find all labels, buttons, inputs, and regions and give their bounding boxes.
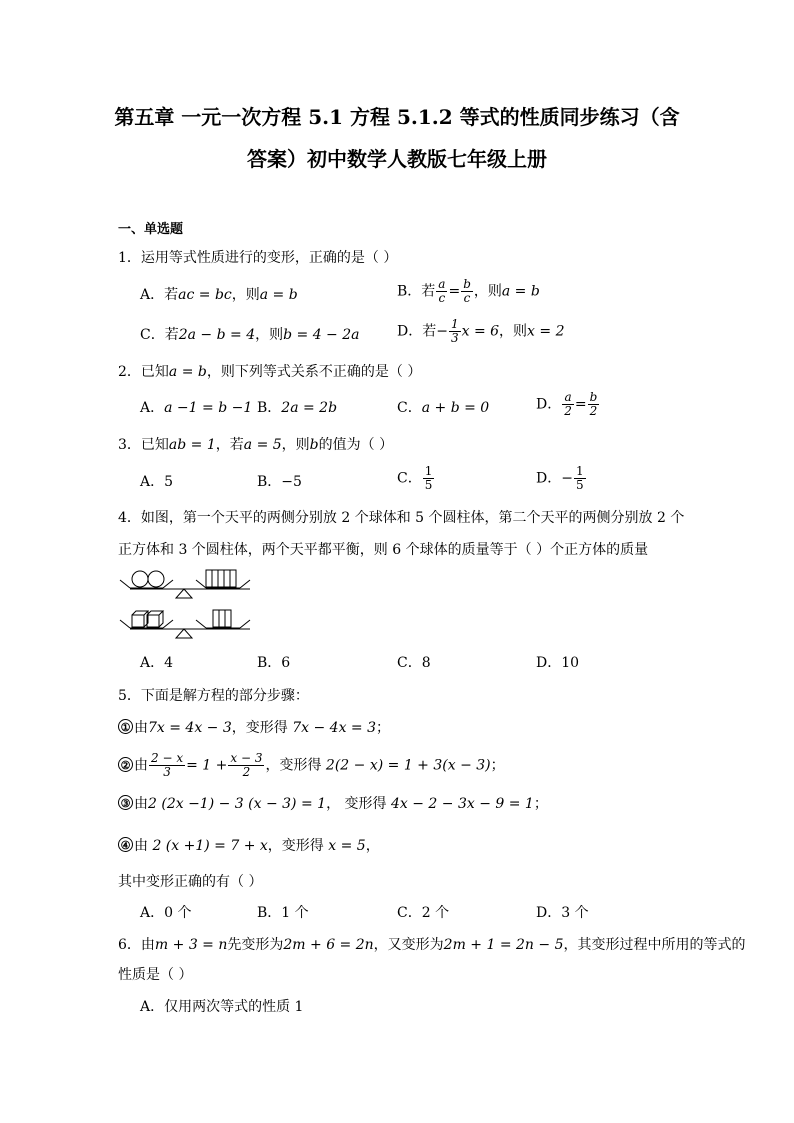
balance-2 <box>120 610 250 638</box>
cylinder-3 <box>218 570 224 587</box>
q6-stem-line-1: 6．由m + 3 = n先变形为2m + 6 = 2n，又变形为2m + 1 = 2n − 5，其变形过程中所用的等式的 <box>118 937 746 953</box>
q3-option-a: A．5 <box>140 474 174 490</box>
q6-stem-line-2: 性质是（ ） <box>118 967 193 983</box>
balance-1 <box>120 570 250 598</box>
q1-option-c: C．若2a − b = 4，则b = 4 − 2a <box>140 327 360 343</box>
sphere-1 <box>132 571 148 587</box>
q4-option-c: C．8 <box>397 655 431 671</box>
sphere-2 <box>148 571 164 587</box>
cylinder-5 <box>230 570 236 587</box>
cylinder-8 <box>225 610 231 627</box>
cylinder-6 <box>213 610 219 627</box>
q3-stem: 3．已知ab = 1，若a = 5，则b的值为（ ） <box>118 437 394 453</box>
q5-step-4: ④ 由 2 (x +1) = 7 + x，变形得 x = 5， <box>118 837 380 854</box>
cylinder-7 <box>219 610 225 627</box>
q5-option-d: D．3 个 <box>536 905 589 921</box>
q1-option-b: B．若 $\frac{a}{c}$ = $\frac{b}{c}$ ，则a = b <box>397 277 540 305</box>
cylinder-2 <box>212 570 218 587</box>
q5-option-b: B．1 个 <box>257 905 309 921</box>
q4-option-b: B．6 <box>257 655 291 671</box>
cube-1 <box>132 615 144 627</box>
q3-option-b: B．−5 <box>257 474 302 490</box>
q3-option-c: C． $\frac{1}{5}$ <box>397 464 433 492</box>
q2-option-b: B．2a = 2b <box>257 400 338 416</box>
q3-option-d: D．− $\frac{1}{5}$ <box>536 464 584 492</box>
q5-stem: 5．下面是解方程的部分步骤： <box>118 688 309 704</box>
q4-stem-line-1: 4．如图，第一个天平的两侧分别放 2 个球体和 5 个圆柱体，第二个天平的两侧分别放 2 个 <box>118 510 685 526</box>
q6-option-a: A．仅用两次等式的性质 1 <box>140 999 304 1015</box>
q1-option-d: D．若− $\frac{1}{3}$ x = 6，则x = 2 <box>397 317 565 345</box>
q5-step-2: ② 由 $\frac{2 - x}{3}$ = 1 + $\frac{x - 3}{2}$ ，变形得 2(2 − x) = 1 + 3(x − 3)； <box>118 752 505 779</box>
cube-2 <box>147 615 159 627</box>
q5-ask: 其中变形正确的有（ ） <box>118 874 263 890</box>
q4-stem-line-2: 正方体和 3 个圆柱体，两个天平都平衡，则 6 个球体的质量等于（ ）个正方体的质量 <box>118 542 649 558</box>
q2-option-d: D． $\frac{a}{2}$ = $\frac{b}{2}$ <box>536 390 598 418</box>
q2-stem: 2．已知a = b，则下列等式关系不正确的是（ ） <box>118 364 422 380</box>
doc-title-line-2: 答案）初中数学人教版七年级上册 <box>247 147 547 171</box>
cylinder-4 <box>224 570 230 587</box>
q1-option-a: A．若ac = bc，则a = b <box>140 287 298 303</box>
q5-step-3: ③ 由2 (2x −1) − 3 (x − 3) = 1， 变形得 4x − 2 − 3x − 9 = 1； <box>118 795 548 812</box>
q5-step-1: ① 由7x = 4x − 3，变形得 7x − 4x = 3； <box>118 719 390 736</box>
q2-option-c: C．a + b = 0 <box>397 400 490 416</box>
q5-option-a: A．0 个 <box>140 905 192 921</box>
cylinder-1 <box>206 570 212 587</box>
q4-option-d: D．10 <box>536 655 580 671</box>
q1-stem: 1．运用等式性质进行的变形，正确的是（ ） <box>118 250 398 266</box>
doc-title-line-1: 第五章 一元一次方程 5.1 方程 5.1.2 等式的性质同步练习（含 <box>114 105 680 129</box>
balance-figure <box>118 562 253 642</box>
section-heading: 一、单选题 <box>118 222 184 237</box>
q5-option-c: C．2 个 <box>397 905 450 921</box>
q2-option-a: A．a −1 = b −1 <box>140 400 253 416</box>
q4-option-a: A．4 <box>140 655 174 671</box>
